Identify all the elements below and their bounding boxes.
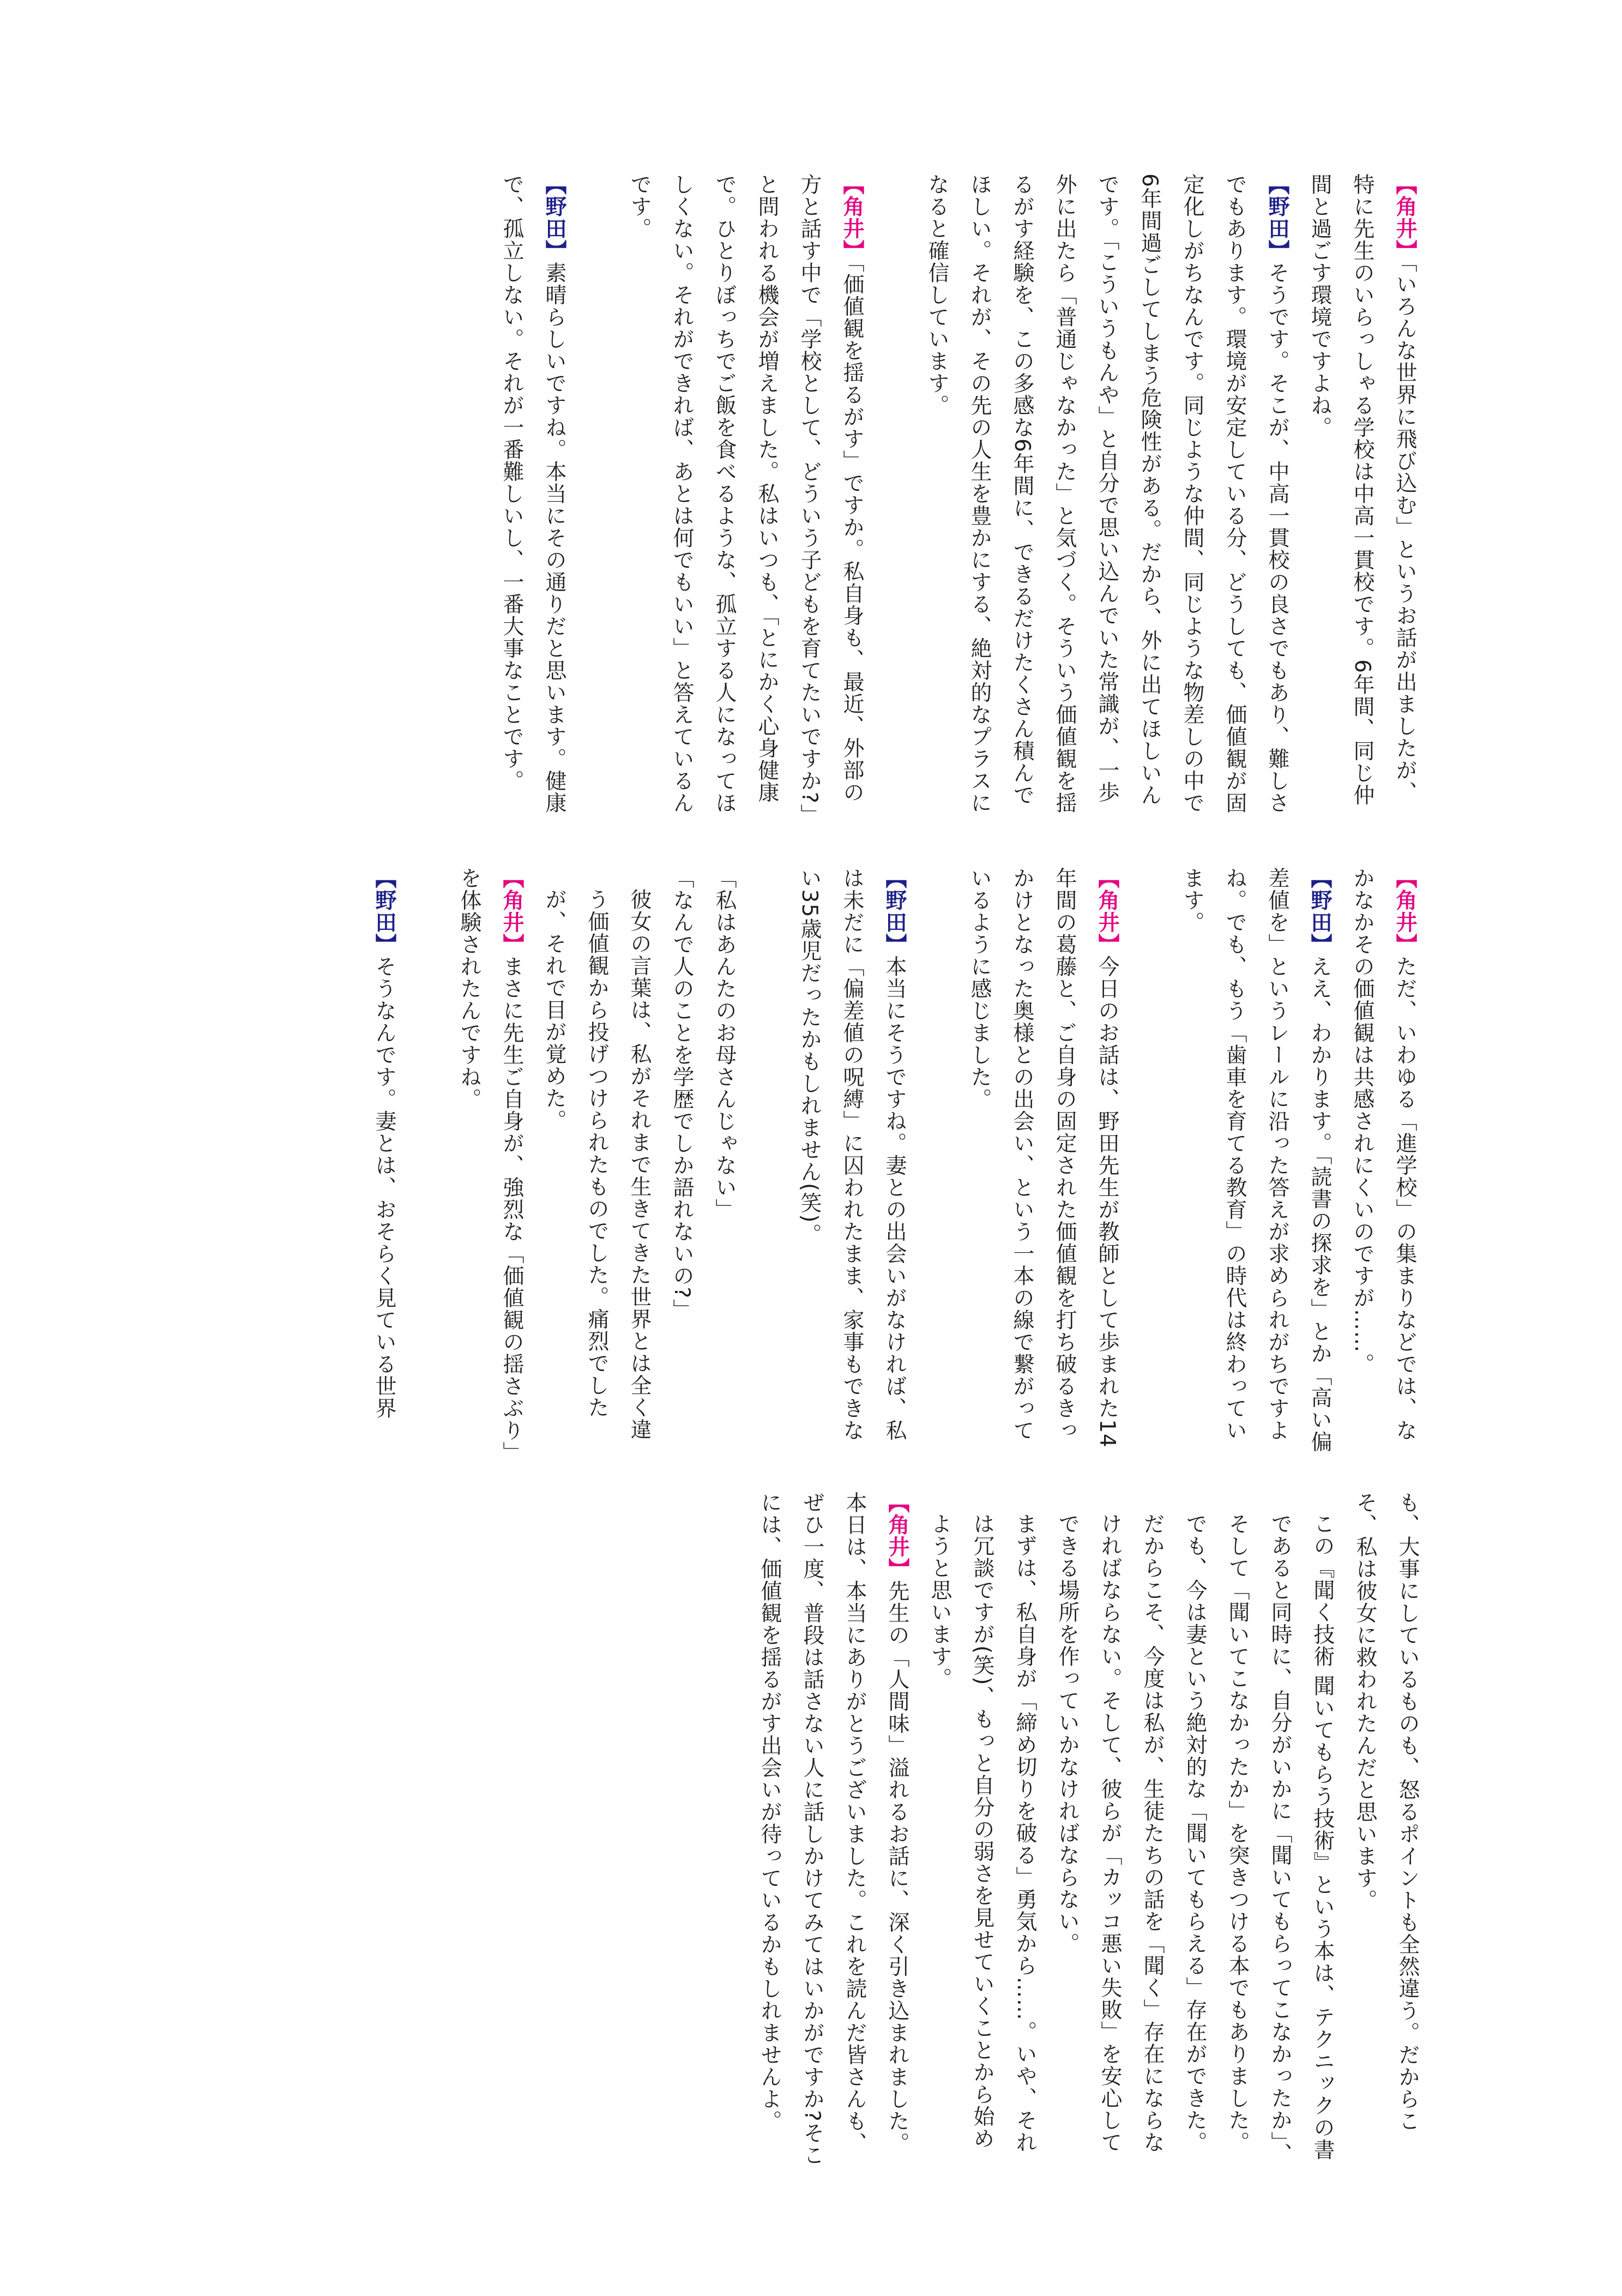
speaker-tag-noda: 【野田】 — [882, 867, 907, 955]
tier-2-text — [188, 867, 1426, 1456]
paragraph-text: 本当にそうですね。妻との出会いがなければ、私は未だに「偏差値の呪縛」に囚われたまま、家事もできない35歳児だったかもしれません(笑)。 — [797, 867, 907, 1441]
quote-line-1: 「私はあんたのお母さんじゃない」 — [712, 867, 737, 1221]
speaker-tag-noda: 【野田】 — [1307, 867, 1332, 955]
paragraph-noda-2 — [490, 173, 575, 817]
book-paragraph: この『聞く技術 聞いてもらう技術』という本は、テクニックの書であると同時に、自分がいかに「聞いてもらってこなかったか」、そして「聞いてこなかったか」を突きつける本でもありました。 — [1225, 1513, 1335, 2165]
paragraph-text: まさに先生ご自身が、強烈な「価値観の揺さぶり」を体験されたんですね。 — [457, 867, 524, 1453]
paragraph-noda-1 — [915, 173, 1298, 817]
speaker-tag-kadoi: 【角井】 — [1392, 173, 1417, 262]
paragraph-text: 素晴らしいですね。本当にその通りだと思います。健康で、孤立しない。それが一番難しいし、一番大事なことです。 — [499, 173, 566, 814]
paragraph-kadoi-3 — [1341, 867, 1426, 1456]
speaker-tag-kadoi: 【角井】 — [499, 867, 524, 955]
speaker-tag-kadoi: 【角井】 — [1095, 867, 1119, 955]
paragraph-kadoi-4 — [958, 867, 1128, 1456]
paragraph-noda-5 — [363, 867, 405, 1456]
paragraph-noda-3 — [1171, 867, 1341, 1456]
paragraph-kadoi-1 — [1298, 173, 1426, 817]
speaker-tag-noda: 【野田】 — [372, 867, 396, 955]
paragraph-noda-4 — [788, 867, 915, 1456]
paragraph-kadoi-6 — [748, 1492, 918, 2168]
speaker-tag-kadoi: 【角井】 — [1392, 867, 1417, 955]
speaker-tag-noda: 【野田】 — [542, 173, 566, 262]
paragraph-text: ええ、わかります。「読書の探求を」とか「高い偏差値を」というレールに沿った答えが求められがちですよね。でも、もう「歯車を育てる教育」の時代は終わっています。 — [1180, 867, 1332, 1453]
paragraph-text: 今日のお話は、野田先生が教師として歩まれた14年間の葛藤と、ご自身の固定された価値観を打ち破るきっかけとなった奥様との出会い、という一本の線で繋がっているように感じました。 — [967, 867, 1119, 1448]
paragraph-text: そうなんです。妻とは、おそらく見ている世界 — [372, 955, 396, 1420]
paragraph-text: ただ、いわゆる「進学校」の集まりなどでは、なかなかその価値観は共感されにくいのですが……。 — [1350, 867, 1417, 1441]
paragraph-noda-4-continued: 彼女の言葉は、私がそれまで生きてきた世界とは全く違う価値観から投げつけられたものでした。痛烈でしたが、それで目が覚めた。 — [542, 888, 652, 1441]
closing-noda-paragraph: まずは、私自身が「締め切りを破る」勇気から……。いや、それは冗談ですが(笑)、もっと自分の弱さを見せていくことから始めようと思います。 — [927, 1513, 1037, 2154]
tier-1-text — [188, 173, 1426, 817]
paragraph-text: そうです。そこが、中高一貫校の良さでもあり、難しさでもあります。環境が安定している分、どうしても、価値観が固定化しがちなんです。同じような仲間、同じような物差しの中で6年間過ごしてしまう危険性がある。だから、外に出てほしいんです。「こういうもんや」と自分で思い込んでいた常識が、一歩外に出たら「普通じゃなかった」と気づく。そういう価値観を揺るがす経験を、この多感な6年間に、できるだけたくさん積んでほしい。それが、その先の人生を豊かにする、絶対的なプラスになると確信しています。 — [925, 173, 1289, 814]
speaker-tag-kadoi: 【角井】 — [885, 1492, 909, 1580]
paragraph-text: 「価値観を揺るがす」ですか。私自身も、最近、外部の方と話す中で「学校として、どういう子どもを育てたいですか?」と問われる機会が増えました。私はいつも、「とにかく心身健康で。ひとりぼっちでご飯を食べるような、孤立する人になってほしくない。それができれば、あとは何でもいい」と答えているんです。 — [627, 173, 864, 816]
speaker-tag-noda: 【野田】 — [1265, 173, 1289, 262]
paragraph-text: 先生の「人間味」溢れるお話に、深く引き込まれました。本日は、本当にありがとうございました。これを読んだ皆さんも、ぜひ一度、普段は話さない人に話しかけてみてはいかがですか?そこには、価値観を揺るがす出会いが待っているかもしれませんよ。 — [757, 1492, 909, 2167]
continuation-paragraph: も、大事にしているものも、怒るポイントも全然違う。だからこそ、私は彼女に救われたんだと思います。 — [1353, 1492, 1420, 2132]
tier-3-text — [458, 1492, 1428, 2168]
paragraph-kadoi-2 — [618, 173, 873, 817]
paragraph-text: 「いろんな世界に飛び込む」というお話が出ましたが、特に先生のいらっしゃる学校は中高一貫校です。6年間、同じ仲間と過ごす環境ですよね。 — [1307, 173, 1417, 807]
paragraph-kadoi-5 — [448, 867, 533, 1456]
speaker-tag-kadoi: 【角井】 — [840, 173, 864, 262]
quote-line-2: 「なんで人のことを学歴でしか語れないの?」 — [670, 867, 694, 1321]
listening-paragraph: でも、今は妻という絶対的な「聞いてもらえる」存在ができた。だからこそ、今度は私が、生徒たちの話を「聞く」存在にならなければならない。そして、彼らが「カッコ悪い失敗」を安心してできる場所を作っていかなければならない。 — [1055, 1513, 1207, 2154]
